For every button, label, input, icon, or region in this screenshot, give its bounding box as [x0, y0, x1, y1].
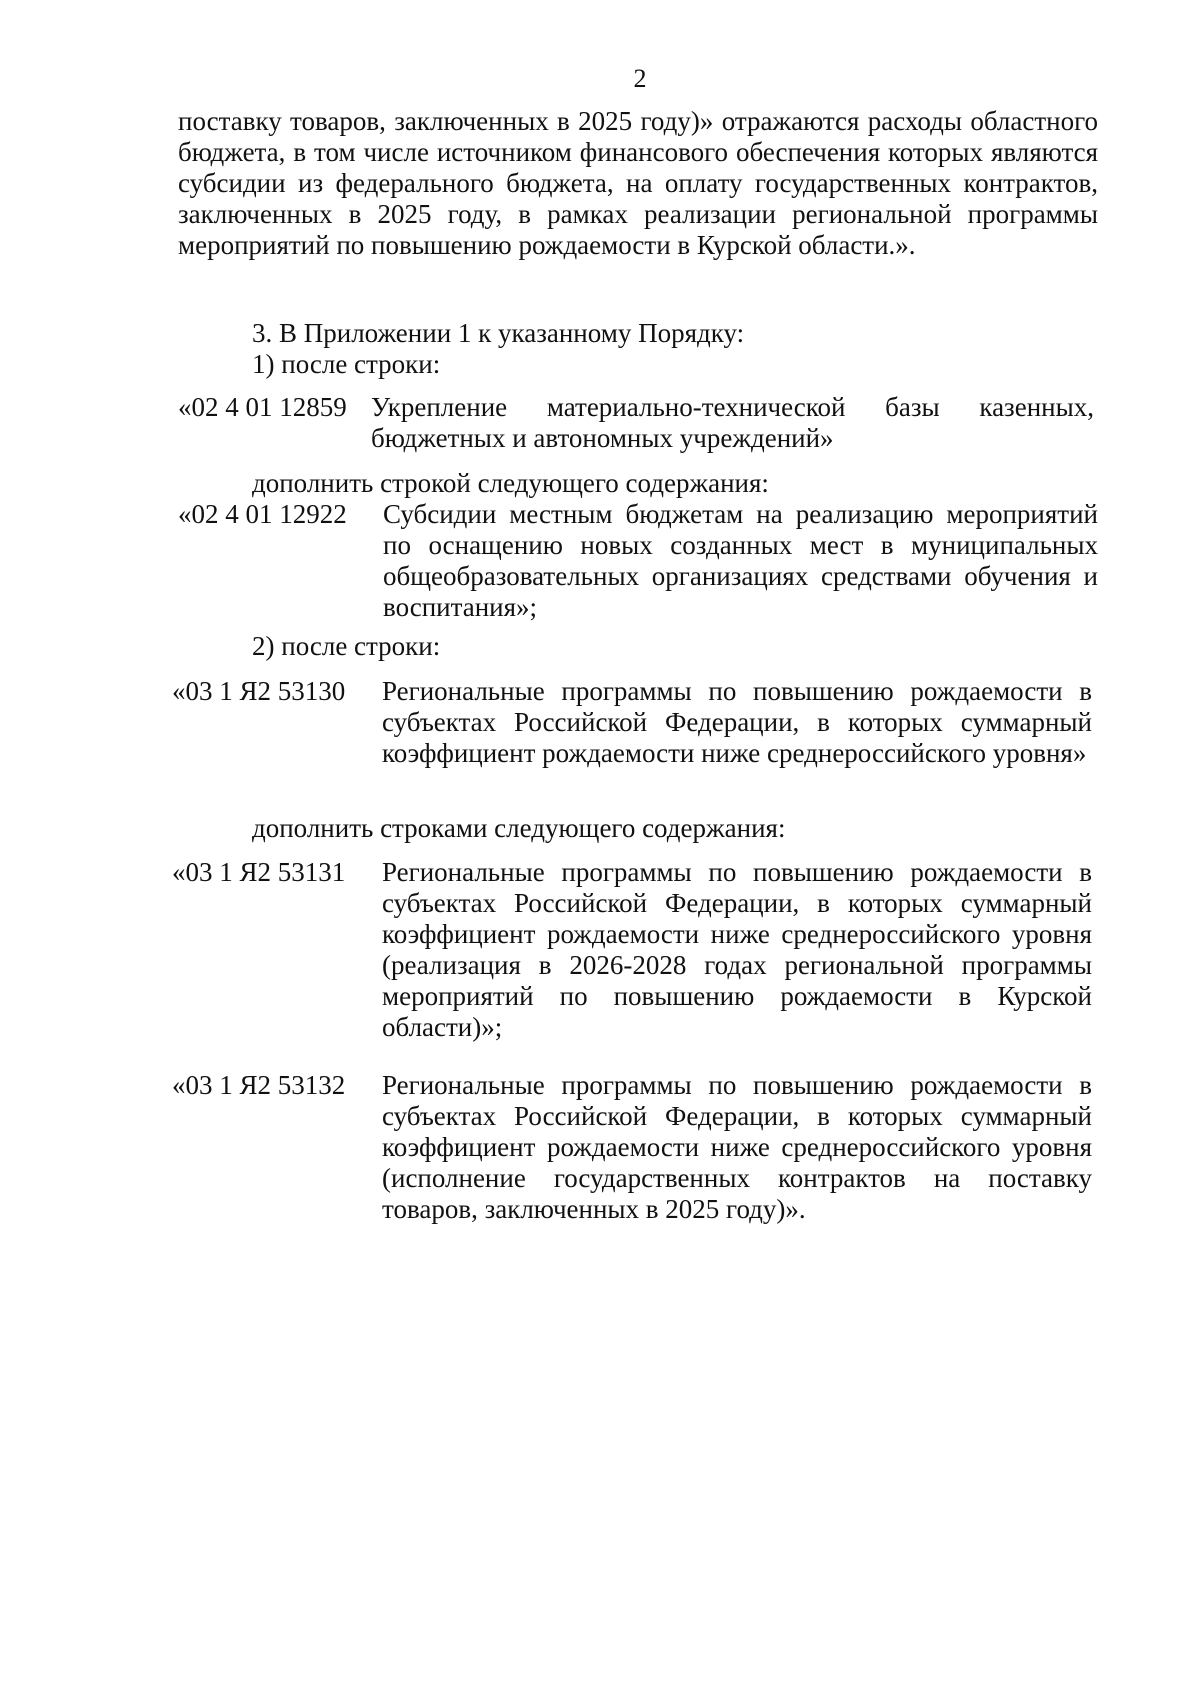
row-description: Региональные программы по повышению рождаемости в субъектах Российской Федерации, в которых суммарный коэффициент рождаемости ниже среднероссийского уровня (реализация в 2026-2028 годах региональной программы мероприятий по повышению рождаемости в Курской области)»; [382, 857, 1092, 1042]
row-code: «03 1 Я2 53130 [172, 676, 346, 706]
page-number: 2 [633, 64, 647, 93]
row-code: «02 4 01 12859 [178, 392, 347, 422]
row-code: «03 1 Я2 53131 [172, 857, 346, 887]
row-description: Укрепление материально-технической базы казенных, бюджетных и автономных учреждений» [371, 392, 1094, 453]
supplement-single-line: дополнить строкой следующего содержания: [252, 468, 769, 498]
row-code: «02 4 01 12922 [178, 499, 347, 529]
intro-paragraph: поставку товаров, заключенных в 2025 году)» отражаются расходы областного бюджета, в том числе источником финансового обеспечения которых являются субсидии из федерального бюджета, на оплату государственных контрактов, заключенных в 2025 году, в рамках реализации региональной программы мероприятий по повышению рождаемости в Курской области.». [178, 106, 1098, 260]
row-code: «03 1 Я2 53132 [172, 1070, 346, 1100]
item3-heading: 3. В Приложении 1 к указанному Порядку: [252, 318, 745, 348]
supplement-plural-line: дополнить строками следующего содержания: [252, 813, 786, 843]
row-description: Субсидии местным бюджетам на реализацию мероприятий по оснащению новых созданных мест в муниципальных общеобразовательных организациях средствами обучения и воспитания»; [383, 499, 1098, 622]
subitem2-heading: 2) после строки: [252, 631, 441, 661]
row-description: Региональные программы по повышению рождаемости в субъектах Российской Федерации, в которых суммарный коэффициент рождаемости ниже среднероссийского уровня (исполнение государственных контрактов на поставку товаров, заключенных в 2025 году)». [382, 1070, 1092, 1224]
row-description: Региональные программы по повышению рождаемости в субъектах Российской Федерации, в которых суммарный коэффициент рождаемости ниже среднероссийского уровня» [382, 676, 1092, 768]
subitem1-heading: 1) после строки: [252, 349, 441, 379]
